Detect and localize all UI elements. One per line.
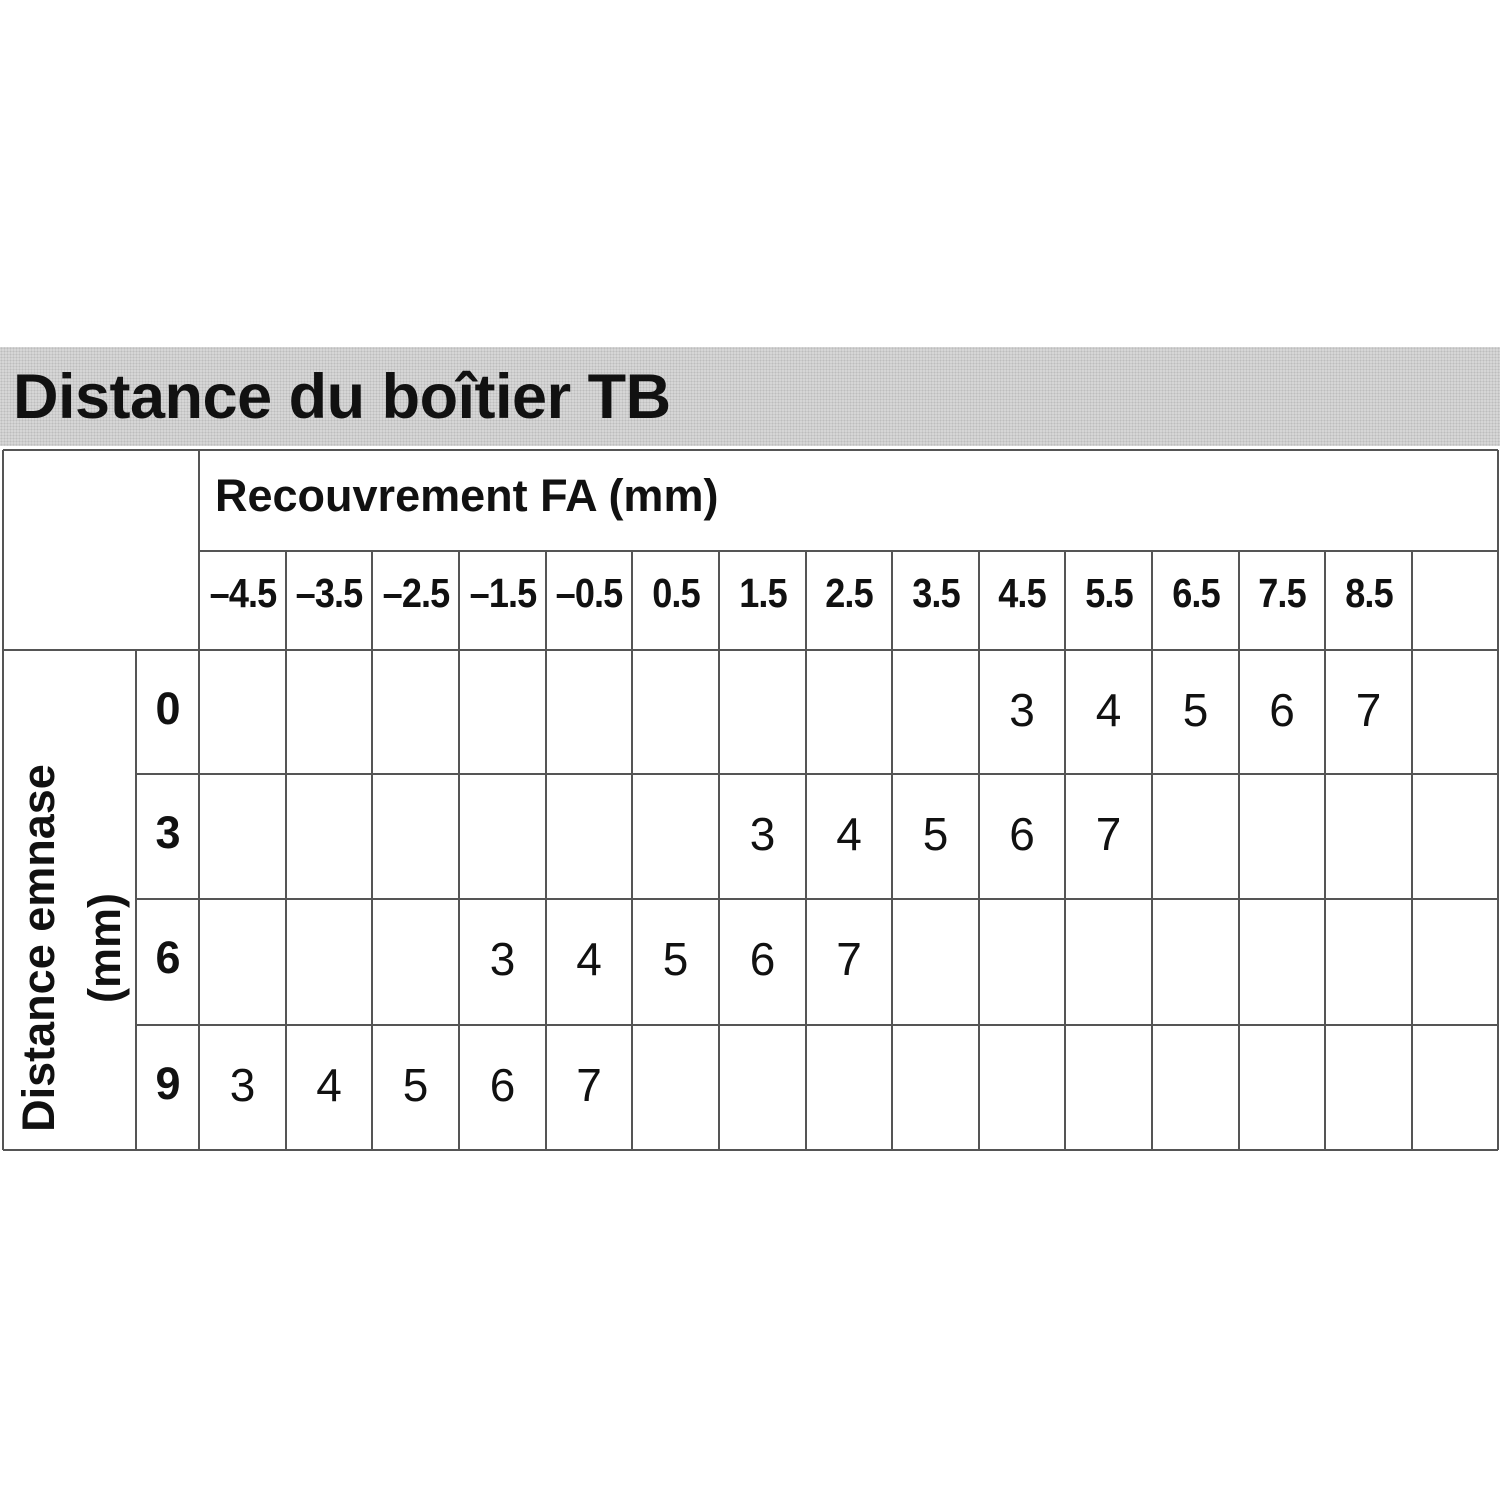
column-header: 5.5 bbox=[1084, 570, 1133, 616]
column-header: 4.5 bbox=[998, 570, 1046, 616]
table-cell: 6 bbox=[1269, 684, 1295, 736]
column-header: 7.5 bbox=[1258, 570, 1306, 616]
column-header: –3.5 bbox=[295, 570, 363, 616]
column-header: 3.5 bbox=[911, 570, 960, 616]
column-header: 1.5 bbox=[738, 570, 787, 616]
row-axis-title bbox=[6, 728, 138, 1168]
table-cell: 4 bbox=[576, 933, 602, 985]
table-cell: 3 bbox=[489, 933, 516, 985]
column-header: –4.5 bbox=[209, 570, 276, 616]
table-cell: 5 bbox=[1182, 684, 1209, 736]
table-cell: 6 bbox=[489, 1059, 516, 1111]
row-axis-title-line2: (mm) bbox=[79, 893, 130, 1003]
table-cell: 7 bbox=[576, 1059, 602, 1111]
column-header: 0.5 bbox=[651, 570, 700, 616]
table-cell: 7 bbox=[1355, 684, 1382, 736]
row-header: 0 bbox=[155, 683, 181, 734]
table-cell: 3 bbox=[229, 1059, 256, 1111]
table-cell: 3 bbox=[749, 808, 776, 860]
column-header: 6.5 bbox=[1171, 570, 1220, 616]
column-header: 8.5 bbox=[1344, 570, 1393, 616]
column-header: –0.5 bbox=[555, 570, 623, 616]
table-cell: 4 bbox=[316, 1059, 342, 1111]
column-header: –2.5 bbox=[382, 570, 449, 616]
table-cell: 5 bbox=[922, 808, 949, 860]
table-cell: 5 bbox=[402, 1059, 429, 1111]
table-cell: 4 bbox=[836, 808, 862, 860]
page-title: Distance du boîtier TB bbox=[13, 362, 671, 432]
table-cell: 6 bbox=[749, 933, 776, 985]
column-header: 2.5 bbox=[825, 570, 873, 616]
row-header: 9 bbox=[155, 1058, 181, 1109]
column-axis-title: Recouvrement FA (mm) bbox=[215, 470, 719, 521]
table-cell: 3 bbox=[1009, 684, 1035, 736]
table-cell: 7 bbox=[1095, 808, 1122, 860]
table-cell: 4 bbox=[1095, 684, 1122, 736]
table-cell: 6 bbox=[1009, 808, 1035, 860]
row-header: 3 bbox=[155, 807, 181, 858]
row-header: 6 bbox=[155, 932, 181, 983]
table-cell: 5 bbox=[662, 933, 689, 985]
column-header: –1.5 bbox=[469, 570, 536, 616]
row-axis-title-line1: Distance emnase bbox=[13, 764, 64, 1132]
table-cell: 7 bbox=[836, 933, 862, 985]
